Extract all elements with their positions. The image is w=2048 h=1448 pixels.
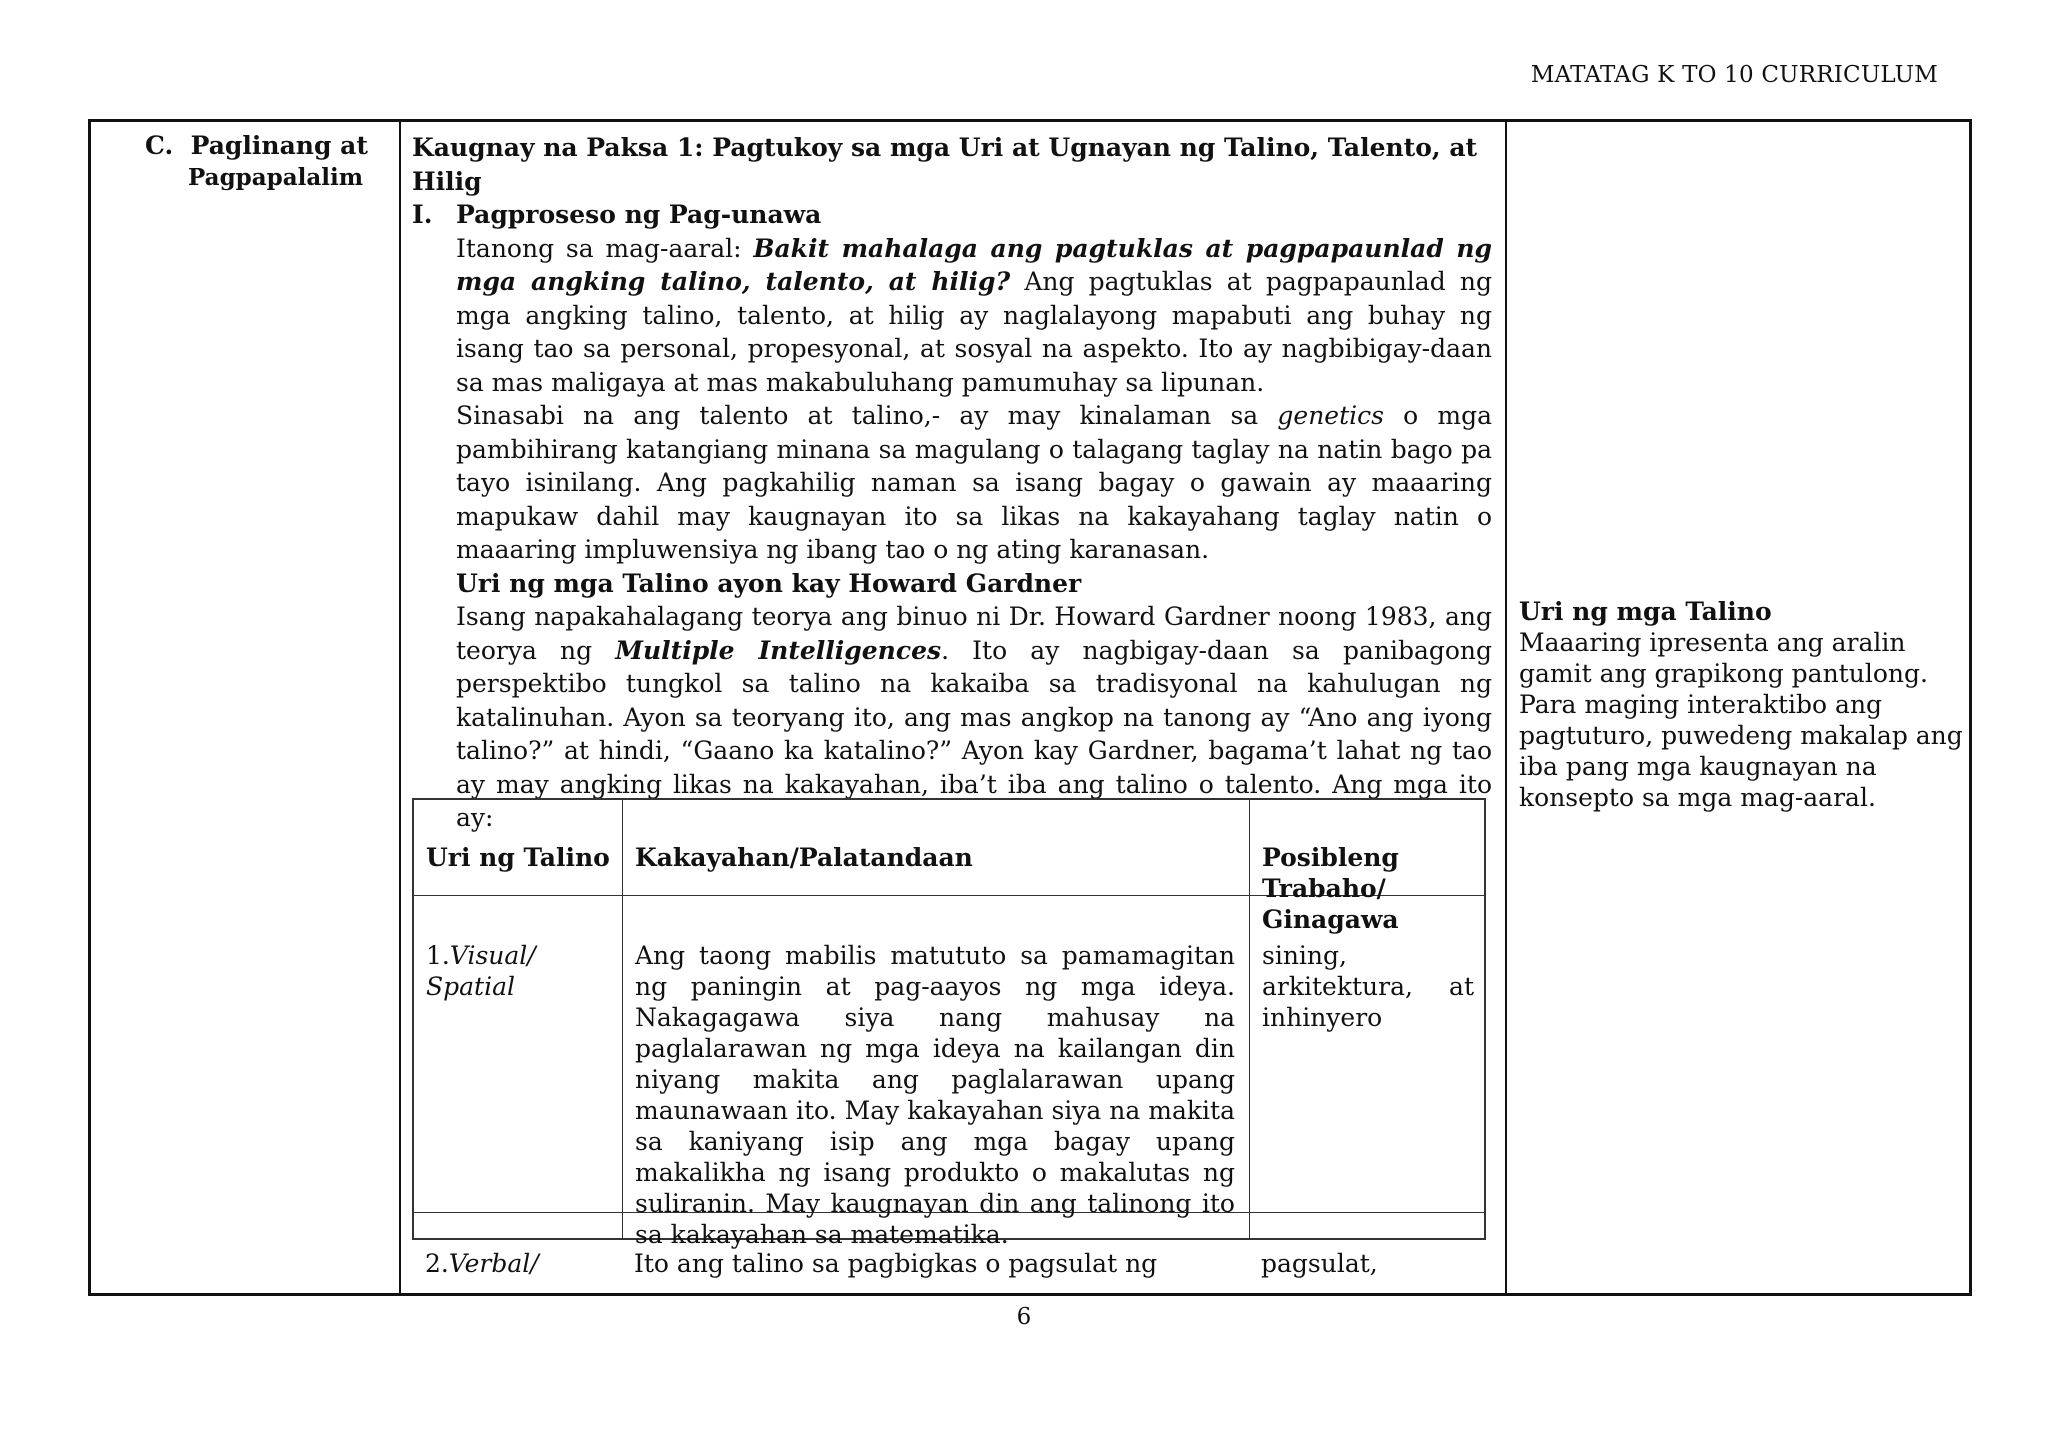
content-column	[412, 131, 1492, 835]
paragraph-question: Itanong sa mag-aaral: Bakit mahalaga ang pagtuklas at pagpapaunlad ng mga angking talino, talento, at hilig? Ang pagtuklas at pagpapaunlad ng mga angking talino, talento, at hilig ay naglalayong mapabuti ang buhay ng isang tao sa personal, propesyonal, at sosyal na aspekto. Ito ay nagbibigay-daan sa mas maligaya at mas makabuluhang pamumuhay sa lipunan.	[456, 233, 1492, 397]
table-col-divider-2	[1249, 800, 1250, 1238]
section-column	[100, 131, 400, 191]
notes-text: Maaaring ipresenta ang aralin gamit ang grapikong pantulong. Para maging interaktibo ang pagtuturo, puwedeng makalap ang iba pang mga kaugnayan na konsepto sa mga mag-aaral.	[1519, 628, 1963, 812]
row1-ability: Ang taong mabilis matututo sa pamamagitan ng paningin at pag-aayos ng mga ideya. Nakagagawa siya nang mahusay na paglalarawan ng mga ideya na kailangan din niyang makita ang paglalarawan upang maunawaan ito. May kakayahan siya na makita sa kaniyang isip ang mga bagay upang makalikha ng isang produkto o makalutas ng suliranin. May kaugnayan din ang talinong ito sa kakayahan sa matematika.	[635, 941, 1235, 1249]
header-ability: Kakayahan/Palatandaan	[635, 843, 973, 872]
subsection-title: I. Pagproseso ng Pag-unawa	[412, 200, 822, 229]
content-body	[456, 232, 1492, 835]
page-number: 6	[1016, 1304, 1032, 1330]
topic-title: Kaugnay na Paksa 1: Pagtukoy sa mga Uri at Ugnayan ng Talino, Talento, at Hilig	[412, 133, 1478, 196]
section-title: C. Paglinang at	[145, 131, 368, 160]
row2-jobs: pagsulat,	[1261, 1249, 1378, 1278]
table-col-divider-1	[622, 800, 623, 1238]
header-jobs: Posibleng Trabaho/ Ginagawa	[1262, 843, 1399, 934]
notes-column	[1519, 596, 1964, 813]
row2-type: 2.Verbal/	[425, 1249, 539, 1278]
column-divider-1	[399, 119, 401, 1296]
intelligence-table	[412, 798, 1486, 1249]
gardner-heading: Uri ng mga Talino ayon kay Howard Gardner	[456, 568, 1082, 598]
header-type: Uri ng Talino	[426, 843, 610, 872]
section-subtitle: Pagpapalalim	[188, 164, 364, 191]
row2-ability: Ito ang talino sa pagbigkas o pagsulat ng	[634, 1249, 1158, 1278]
paragraph-gardner: Isang napakahalagang teorya ang binuo ni Dr. Howard Gardner noong 1983, ang teorya ng Multiple Intelligences. Ito ay nagbigay-daan sa panibagong perspektibo tungkol sa talino na kakaiba sa tradisyonal na kahulugan ng katalinuhan. Ayon sa teoryang ito, ang mas angkop na tanong ay “Ano ang iyong talino?” at hindi, “Gaano ka katalino?” Ayon kay Gardner, bagama’t lahat ng tao ay may angking likas na kakayahan, iba’t iba ang talino o talento. Ang mga ito ay:	[456, 602, 1493, 832]
curriculum-header: MATATAG K TO 10 CURRICULUM	[1530, 62, 1938, 88]
row1-type: 1.Visual/ Spatial	[426, 941, 536, 1001]
column-divider-2	[1505, 119, 1507, 1296]
notes-title: Uri ng mga Talino	[1519, 597, 1772, 626]
paragraph-genetics: Sinasabi na ang talento at talino,- ay may kinalaman sa genetics o mga pambihirang katangiang minana sa magulang o talagang taglay na natin bago pa tayo isinilang. Ang pagkahilig naman sa isang bagay o gawain ay maaaring mapukaw dahil may kaugnayan ito sa likas na kakayahang taglay natin o maaaring impluwensiya ng ibang tao o ng ating karanasan.	[456, 401, 1493, 564]
row1-jobs: sining, arkitektura, at inhinyero	[1262, 941, 1474, 1032]
